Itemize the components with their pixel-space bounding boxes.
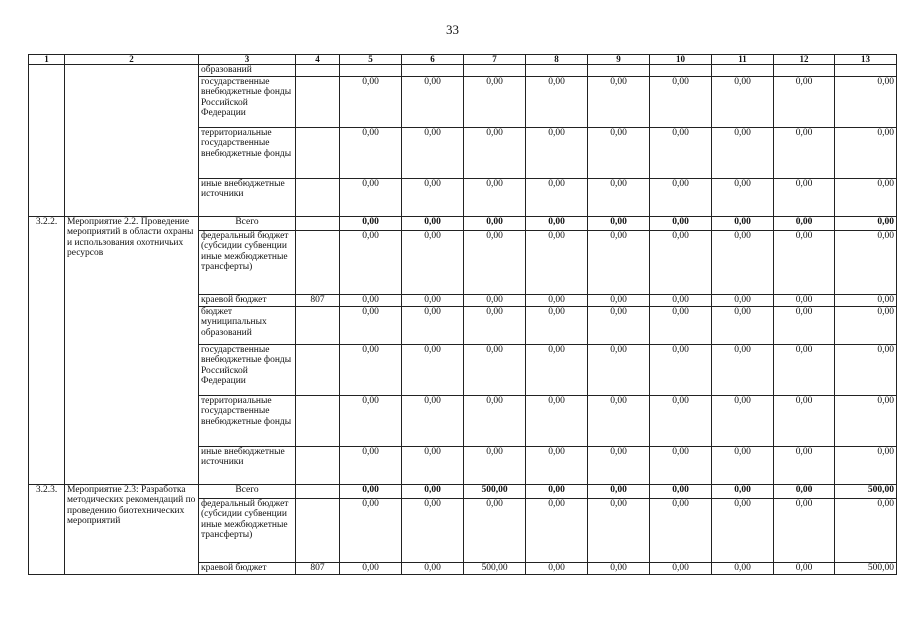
amount-cell: 0,00 [340,217,402,231]
amount-cell: 0,00 [650,345,712,396]
amount-cell: 0,00 [526,231,588,295]
amount-cell: 0,00 [650,485,712,499]
amount-cell: 0,00 [340,345,402,396]
amount-cell: 0,00 [588,345,650,396]
amount-cell: 0,00 [835,295,897,307]
budget-code: 807 [296,563,340,575]
column-header: 12 [774,55,835,65]
amount-cell: 0,00 [402,563,464,575]
amount-cell: 0,00 [588,447,650,485]
amount-cell: 0,00 [526,485,588,499]
amount-cell: 0,00 [835,447,897,485]
amount-cell: 0,00 [774,179,835,217]
activity-name [65,65,199,217]
amount-cell: 0,00 [588,307,650,345]
amount-cell: 0,00 [402,396,464,447]
amount-cell: 0,00 [835,128,897,179]
amount-cell: 0,00 [402,499,464,563]
amount-cell: 0,00 [650,307,712,345]
budget-code [296,65,340,77]
funding-source: иные внебюджетные источники [199,447,296,485]
amount-cell: 0,00 [650,396,712,447]
column-header: 8 [526,55,588,65]
amount-cell [526,65,588,77]
amount-cell: 0,00 [774,499,835,563]
amount-cell: 500,00 [464,485,526,499]
amount-cell: 0,00 [774,217,835,231]
amount-cell: 0,00 [340,231,402,295]
table-row [29,65,897,77]
budget-code [296,77,340,128]
amount-cell: 0,00 [774,295,835,307]
budget-code: 807 [296,295,340,307]
activity-number [29,65,65,217]
amount-cell: 0,00 [402,128,464,179]
amount-cell: 0,00 [526,396,588,447]
funding-source: федеральный бюджет (субсидии субвенции иные межбюджетные трансферты) [199,499,296,563]
funding-source: краевой бюджет [199,563,296,575]
amount-cell: 0,00 [588,499,650,563]
amount-cell: 0,00 [340,563,402,575]
activity-name: Мероприятие 2.2. Проведение мероприятий в области охраны и использования охотничьих ресурсов [65,217,199,485]
funding-source: Всего [199,485,296,499]
amount-cell: 0,00 [526,128,588,179]
header-row [29,55,897,65]
amount-cell: 0,00 [712,345,774,396]
amount-cell: 0,00 [712,179,774,217]
funding-source: Всего [199,217,296,231]
column-header: 4 [296,55,340,65]
amount-cell: 0,00 [835,179,897,217]
activity-number: 3.2.2. [29,217,65,485]
amount-cell: 0,00 [835,396,897,447]
amount-cell [774,65,835,77]
amount-cell: 0,00 [650,231,712,295]
funding-source: территориальные государственные внебюджетные фонды [199,396,296,447]
amount-cell: 0,00 [402,217,464,231]
funding-source: бюджет муниципальных образований [199,307,296,345]
amount-cell: 0,00 [774,231,835,295]
amount-cell: 0,00 [464,295,526,307]
column-header: 5 [340,55,402,65]
amount-cell: 0,00 [650,77,712,128]
funding-source: государственные внебюджетные фонды Российской Федерации [199,345,296,396]
funding-source: образований [199,65,296,77]
amount-cell: 500,00 [835,563,897,575]
amount-cell: 0,00 [712,307,774,345]
amount-cell: 0,00 [340,447,402,485]
amount-cell: 0,00 [402,307,464,345]
amount-cell: 0,00 [526,295,588,307]
amount-cell: 0,00 [650,563,712,575]
amount-cell: 0,00 [526,447,588,485]
amount-cell: 0,00 [464,307,526,345]
budget-table [28,54,897,575]
amount-cell: 0,00 [774,77,835,128]
amount-cell: 0,00 [526,307,588,345]
amount-cell: 0,00 [588,485,650,499]
amount-cell: 0,00 [774,447,835,485]
column-header: 11 [712,55,774,65]
amount-cell: 0,00 [712,499,774,563]
amount-cell: 0,00 [464,345,526,396]
amount-cell: 0,00 [712,485,774,499]
amount-cell: 0,00 [835,231,897,295]
amount-cell: 0,00 [650,447,712,485]
amount-cell: 0,00 [402,179,464,217]
table-body [29,65,897,575]
amount-cell: 0,00 [464,77,526,128]
amount-cell: 0,00 [464,396,526,447]
amount-cell [835,65,897,77]
amount-cell: 0,00 [588,217,650,231]
budget-code [296,499,340,563]
amount-cell: 0,00 [712,447,774,485]
activity-name: Мероприятие 2.3: Разработка методических рекомендаций по проведению биотехнических мероприятий [65,485,199,575]
column-header: 7 [464,55,526,65]
amount-cell: 0,00 [588,128,650,179]
amount-cell: 0,00 [774,563,835,575]
amount-cell: 0,00 [774,128,835,179]
amount-cell: 0,00 [650,217,712,231]
amount-cell: 0,00 [340,396,402,447]
amount-cell [464,65,526,77]
column-header: 9 [588,55,650,65]
budget-code [296,217,340,231]
amount-cell: 0,00 [835,499,897,563]
amount-cell: 0,00 [402,447,464,485]
amount-cell: 500,00 [464,563,526,575]
funding-source: федеральный бюджет (субсидии субвенции иные межбюджетные трансферты) [199,231,296,295]
column-header: 13 [835,55,897,65]
amount-cell: 0,00 [650,295,712,307]
amount-cell [588,65,650,77]
amount-cell: 0,00 [835,77,897,128]
column-header: 3 [199,55,296,65]
budget-code [296,345,340,396]
amount-cell: 0,00 [588,295,650,307]
amount-cell: 0,00 [340,179,402,217]
amount-cell: 0,00 [650,499,712,563]
amount-cell: 0,00 [835,345,897,396]
amount-cell: 0,00 [712,396,774,447]
amount-cell: 0,00 [402,77,464,128]
funding-source: краевой бюджет [199,295,296,307]
amount-cell: 0,00 [650,128,712,179]
amount-cell: 0,00 [650,179,712,217]
column-header: 6 [402,55,464,65]
amount-cell: 0,00 [340,77,402,128]
amount-cell: 0,00 [588,77,650,128]
amount-cell: 0,00 [588,563,650,575]
amount-cell: 0,00 [774,396,835,447]
budget-code [296,396,340,447]
amount-cell [712,65,774,77]
amount-cell: 0,00 [526,563,588,575]
amount-cell: 0,00 [774,485,835,499]
funding-source: территориальные государственные внебюджетные фонды [199,128,296,179]
column-header: 1 [29,55,65,65]
amount-cell: 0,00 [712,128,774,179]
budget-code [296,447,340,485]
amount-cell: 0,00 [340,307,402,345]
table-row [29,485,897,499]
amount-cell: 0,00 [340,295,402,307]
amount-cell: 0,00 [835,217,897,231]
budget-code [296,307,340,345]
amount-cell: 0,00 [712,295,774,307]
amount-cell: 0,00 [464,179,526,217]
funding-source: государственные внебюджетные фонды Российской Федерации [199,77,296,128]
amount-cell: 0,00 [464,217,526,231]
amount-cell [340,65,402,77]
amount-cell: 0,00 [526,179,588,217]
amount-cell: 500,00 [835,485,897,499]
amount-cell: 0,00 [402,295,464,307]
amount-cell: 0,00 [835,307,897,345]
page-number: 33 [446,22,459,37]
amount-cell: 0,00 [526,345,588,396]
budget-code [296,128,340,179]
amount-cell: 0,00 [526,217,588,231]
amount-cell: 0,00 [712,231,774,295]
column-header: 2 [65,55,199,65]
amount-cell: 0,00 [588,231,650,295]
amount-cell: 0,00 [340,499,402,563]
amount-cell: 0,00 [402,231,464,295]
amount-cell: 0,00 [588,396,650,447]
amount-cell: 0,00 [526,499,588,563]
amount-cell: 0,00 [774,307,835,345]
amount-cell: 0,00 [402,485,464,499]
amount-cell: 0,00 [526,77,588,128]
amount-cell: 0,00 [712,77,774,128]
column-header: 10 [650,55,712,65]
amount-cell: 0,00 [774,345,835,396]
amount-cell [650,65,712,77]
budget-code [296,179,340,217]
amount-cell: 0,00 [464,128,526,179]
amount-cell: 0,00 [464,499,526,563]
amount-cell: 0,00 [340,485,402,499]
amount-cell: 0,00 [464,447,526,485]
amount-cell: 0,00 [712,563,774,575]
table-row [29,217,897,231]
amount-cell: 0,00 [464,231,526,295]
amount-cell: 0,00 [340,128,402,179]
funding-source: иные внебюджетные источники [199,179,296,217]
budget-code [296,231,340,295]
amount-cell: 0,00 [712,217,774,231]
amount-cell [402,65,464,77]
activity-number: 3.2.3. [29,485,65,575]
amount-cell: 0,00 [402,345,464,396]
amount-cell: 0,00 [588,179,650,217]
budget-code [296,485,340,499]
